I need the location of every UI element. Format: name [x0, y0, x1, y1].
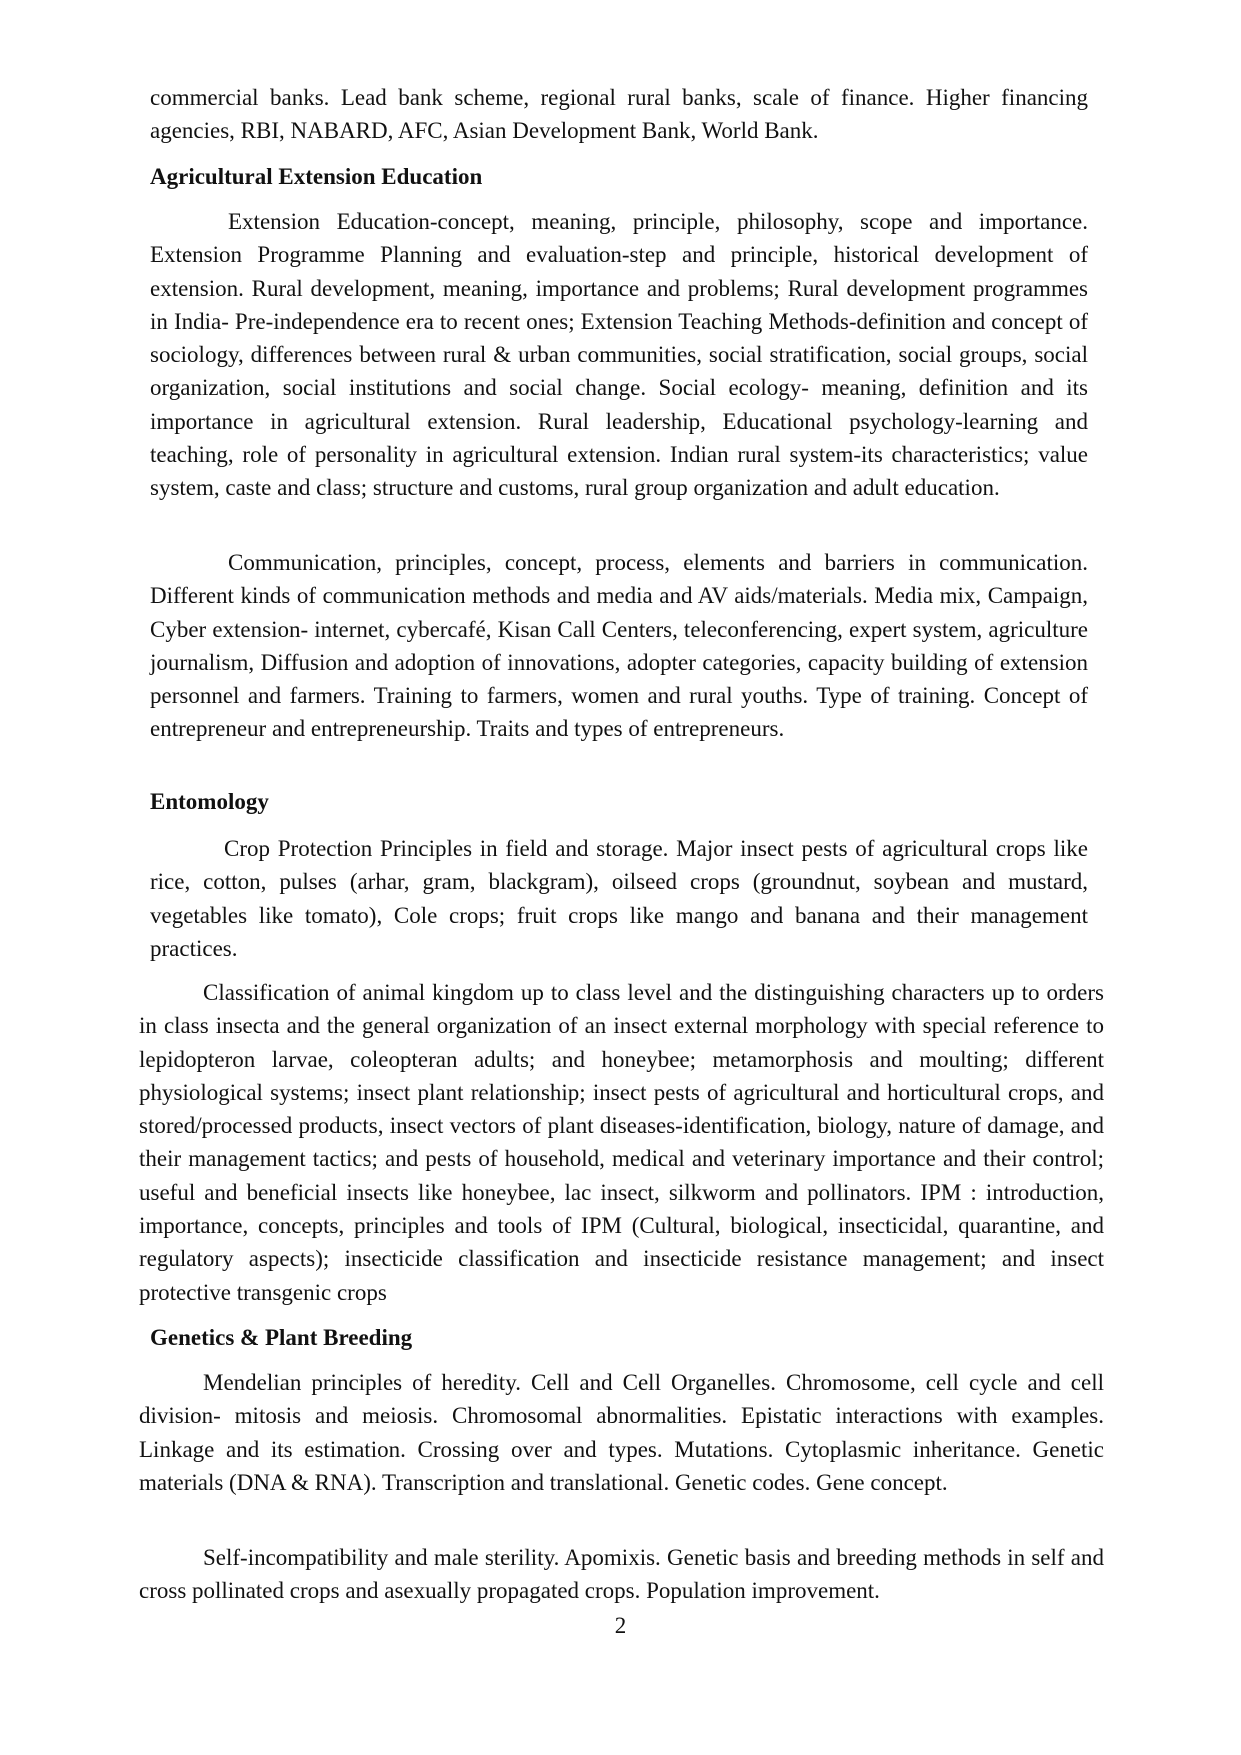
entomology-paragraph-1: Crop Protection Principles in field and storage. Major insect pests of agricultural crops like rice, cotton, pulses (arhar, gram, blackgram), oilseed crops (groundnut, soybean and mustard, vegetables like tomato), Cole crops; fruit crops like mango and banana and their management practices. — [150, 836, 1088, 961]
extension-paragraph-1: Extension Education-concept, meaning, principle, philosophy, scope and importance. Extension Programme Planning and evaluation-step and principle, historical development of extension. Rural development, meaning, importance and problems; Rural development programmes in India- Pre-independence era to recent ones; Extension Teaching Methods-definition and concept of sociology, differences between rural & urban communities, social stratification, social groups, social organization, social institutions and social change. Social ecology- meaning, definition and its importance in agricultural extension. Rural leadership, Educational psychology-learning and teaching, role of personality in agricultural extension. Indian rural system-its characteristics; value system, caste and class; structure and customs, rural group organization and adult education. — [150, 209, 1088, 501]
section-heading-genetics: Genetics & Plant Breeding — [150, 1325, 413, 1350]
extension-paragraph-2: Communication, principles, concept, process, elements and barriers in communication. Different kinds of communication methods and media and AV aids/materials. Media mix, Campaign, Cyber extension- internet, cybercafé, Kisan Call Centers, teleconferencing, expert system, agriculture journalism, Diffusion and adoption of innovations, adopter categories, capacity building of extension personnel and farmers. Training to farmers, women and rural youths. Type of training. Concept of entrepreneur and entrepreneurship. Traits and types of entrepreneurs. — [150, 550, 1088, 742]
entomology-paragraph-2: Classification of animal kingdom up to class level and the distinguishing characters up to orders in class insecta and the general organization of an insect external morphology with special reference to lepidopteron larvae, coleopteran adults; and honeybee; metamorphosis and moulting; different physiological systems; insect plant relationship; insect pests of agricultural and horticultural crops, and stored/processed products, insect vectors of plant diseases-identification, biology, nature of damage, and their management tactics; and pests of household, medical and veterinary importance and their control; useful and beneficial insects like honeybee, lac insect, silkworm and pollinators. IPM : introduction, importance, concepts, principles and tools of IPM (Cultural, biological, insecticidal, quarantine, and regulatory aspects); insecticide classification and insecticide resistance management; and insect protective transgenic crops — [139, 980, 1104, 1305]
section-heading-entomology: Entomology — [150, 789, 269, 814]
page-number: 2 — [614, 1613, 627, 1638]
intro-paragraph: commercial banks. Lead bank scheme, regional rural banks, scale of finance. Higher financing agencies, RBI, NABARD, AFC, Asian Development Bank, World Bank. — [150, 85, 1088, 144]
genetics-paragraph-2: Self-incompatibility and male sterility. Apomixis. Genetic basis and breeding methods in self and cross pollinated crops and asexually propagated crops. Population improvement. — [139, 1545, 1104, 1604]
section-heading-extension: Agricultural Extension Education — [150, 164, 483, 189]
genetics-paragraph-1: Mendelian principles of heredity. Cell and Cell Organelles. Chromosome, cell cycle and cell division- mitosis and meiosis. Chromosomal abnormalities. Epistatic interactions with examples. Linkage and its estimation. Crossing over and types. Mutations. Cytoplasmic inheritance. Genetic materials (DNA & RNA). Transcription and translational. Genetic codes. Gene concept. — [139, 1370, 1104, 1495]
